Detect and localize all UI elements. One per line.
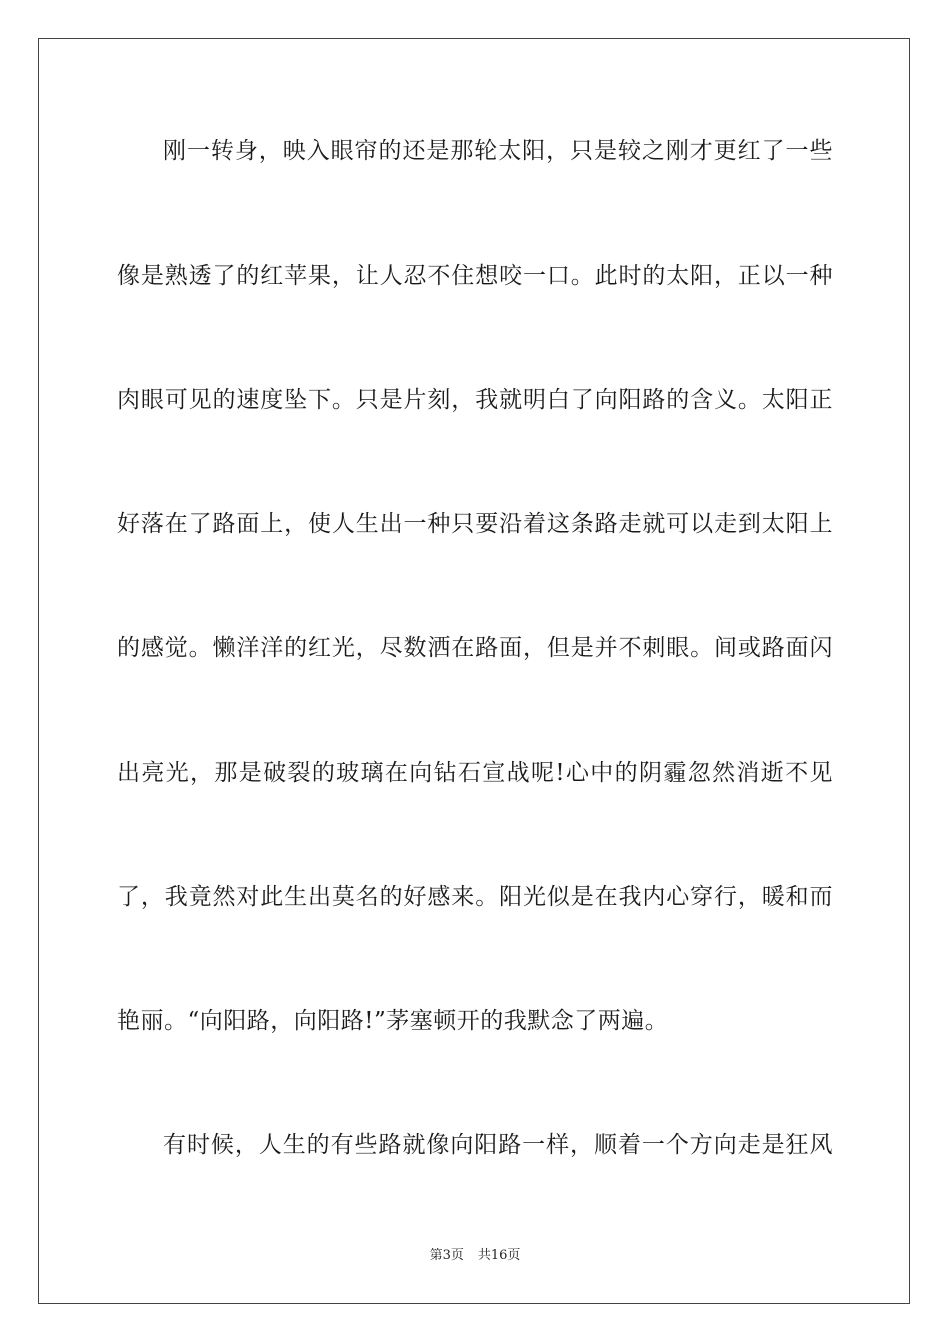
page-number: 第3页: [429, 1248, 464, 1263]
paragraph-line: 像是熟透了的红苹果，让人忍不住想咬一口。此时的太阳，正以一种: [117, 263, 833, 289]
paragraph-line: 的感觉。懒洋洋的红光，尽数洒在路面，但是并不刺眼。间或路面闪: [117, 635, 833, 661]
paragraph-line: 出亮光，那是破裂的玻璃在向钻石宣战呢!心中的阴霾忽然消逝不见: [117, 760, 833, 786]
page-footer: [0, 1247, 950, 1265]
paragraph-line: 刚一转身，映入眼帘的还是那轮太阳，只是较之刚才更红了一些: [163, 138, 833, 164]
paragraph-line: 了，我竟然对此生出莫名的好感来。阳光似是在我内心穿行，暖和而: [117, 884, 833, 910]
page-total: 共16页: [477, 1248, 521, 1263]
paragraph-line: 肉眼可见的速度坠下。只是片刻，我就明白了向阳路的含义。太阳正: [117, 387, 833, 413]
page-border: [38, 38, 910, 1304]
paragraph-line: 好落在了路面上，使人生出一种只要沿着这条路走就可以走到太阳上: [117, 511, 833, 537]
paragraph-line: 艳丽。“向阳路，向阳路!”茅塞顿开的我默念了两遍。: [117, 1008, 669, 1034]
paragraph-line: 有时候，人生的有些路就像向阳路一样，顺着一个方向走是狂风: [163, 1132, 833, 1158]
